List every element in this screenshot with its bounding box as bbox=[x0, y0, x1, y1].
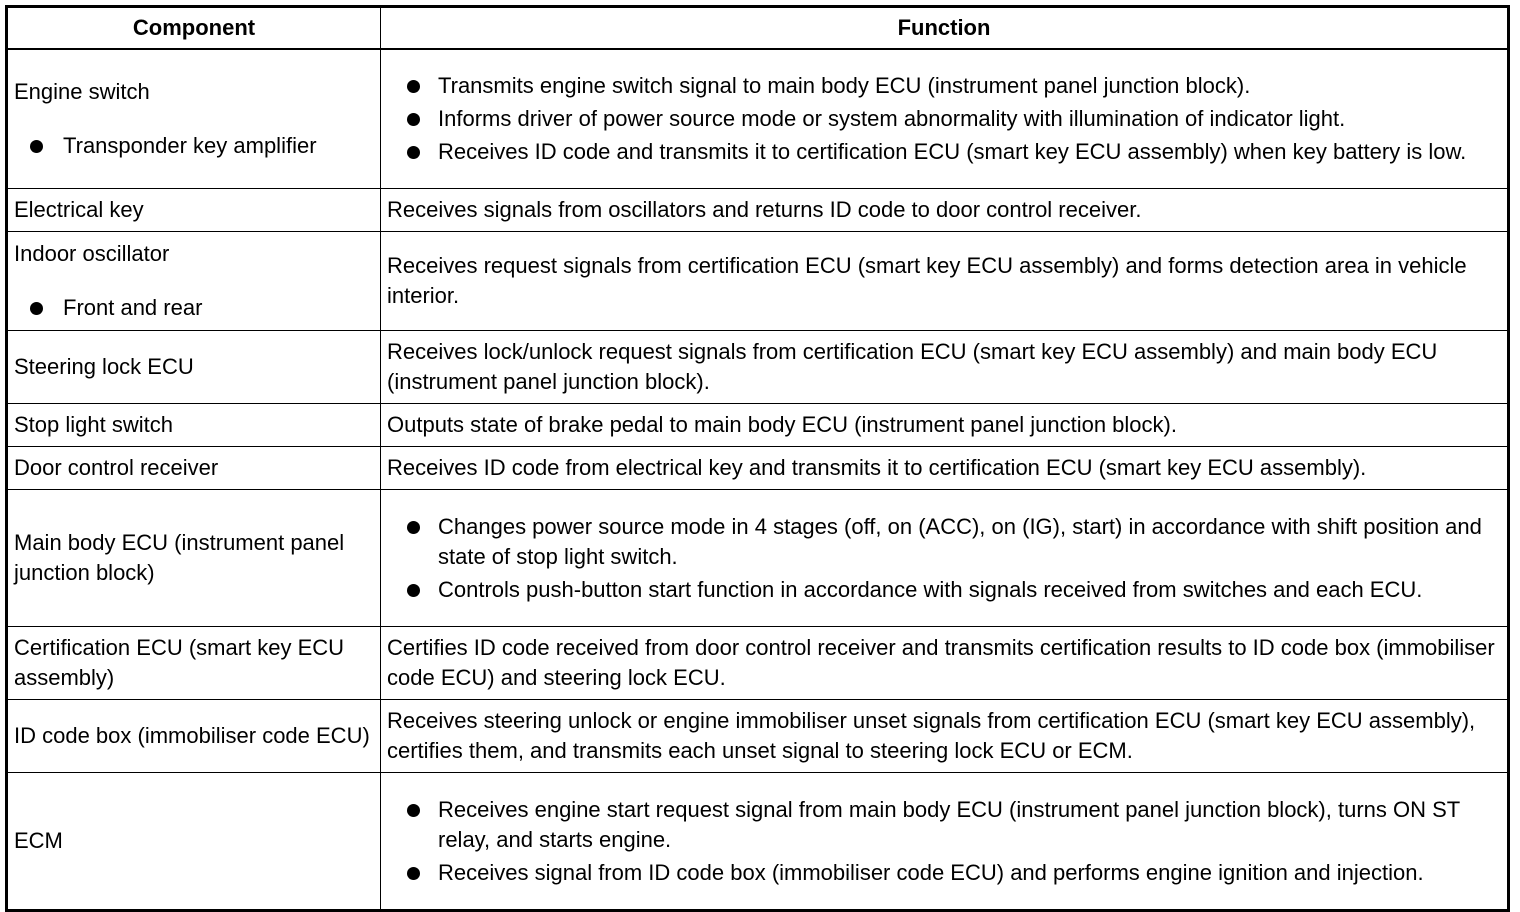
function-bullet-text: Transmits engine switch signal to main body ECU (instrument panel junction block). bbox=[438, 73, 1251, 98]
component-sub-label: Front and rear bbox=[63, 295, 203, 320]
component-cell bbox=[7, 49, 381, 189]
function-cell: Receives lock/unlock request signals from certification ECU (smart key ECU assembly) and main body ECU (instrument panel junction block). bbox=[381, 331, 1509, 404]
component-cell: Steering lock ECU bbox=[7, 331, 381, 404]
component-cell bbox=[7, 232, 381, 331]
table-row bbox=[7, 232, 1509, 331]
function-cell: Receives steering unlock or engine immobiliser unset signals from certification ECU (smart key ECU assembly), certifies them, and transmits each unset signal to steering lock ECU or ECM. bbox=[381, 700, 1509, 773]
function-cell: Receives request signals from certification ECU (smart key ECU assembly) and forms detection area in vehicle interior. bbox=[381, 232, 1509, 331]
function-cell: Outputs state of brake pedal to main body ECU (instrument panel junction block). bbox=[381, 404, 1509, 447]
list-item bbox=[407, 858, 1501, 888]
table-row bbox=[7, 189, 1509, 232]
function-cell bbox=[381, 490, 1509, 627]
list-item bbox=[407, 795, 1501, 855]
function-cell: Receives signals from oscillators and returns ID code to door control receiver. bbox=[381, 189, 1509, 232]
bullet-icon bbox=[407, 146, 420, 159]
table-row bbox=[7, 700, 1509, 773]
bullet-icon bbox=[407, 113, 420, 126]
function-bullet-text: Changes power source mode in 4 stages (off, on (ACC), on (IG), start) in accordance with shift position and state of stop light switch. bbox=[438, 513, 1482, 569]
function-cell: Certifies ID code received from door control receiver and transmits certification results to ID code box (immobiliser code ECU) and steering lock ECU. bbox=[381, 627, 1509, 700]
component-sub-item bbox=[14, 293, 374, 323]
component-cell: Main body ECU (instrument panel junction block) bbox=[7, 490, 381, 627]
table-row bbox=[7, 447, 1509, 490]
component-cell: Electrical key bbox=[7, 189, 381, 232]
table-header-row bbox=[7, 7, 1509, 50]
component-sub-label: Transponder key amplifier bbox=[63, 133, 317, 158]
bullet-icon bbox=[30, 140, 43, 153]
list-item bbox=[407, 512, 1501, 572]
function-bullet-list bbox=[387, 512, 1501, 605]
list-item bbox=[407, 575, 1501, 605]
component-cell: Door control receiver bbox=[7, 447, 381, 490]
function-bullet-text: Controls push-button start function in accordance with signals received from switches and each ECU. bbox=[438, 576, 1423, 602]
component-name: Engine switch bbox=[14, 79, 150, 104]
table-row bbox=[7, 331, 1509, 404]
table-row bbox=[7, 49, 1509, 189]
table-row bbox=[7, 490, 1509, 627]
bullet-icon bbox=[407, 80, 420, 93]
component-cell: Stop light switch bbox=[7, 404, 381, 447]
column-header-component: Component bbox=[7, 7, 381, 50]
component-function-table bbox=[5, 5, 1510, 912]
component-name: Indoor oscillator bbox=[14, 241, 170, 266]
function-cell bbox=[381, 773, 1509, 911]
function-bullet-text: Receives engine start request signal from main body ECU (instrument panel junction block), turns ON ST relay, and starts engine. bbox=[438, 796, 1460, 852]
bullet-icon bbox=[407, 584, 420, 597]
function-cell: Receives ID code from electrical key and transmits it to certification ECU (smart key ECU assembly). bbox=[381, 447, 1509, 490]
function-bullet-text: Receives signal from ID code box (immobiliser code ECU) and performs engine ignition and injection. bbox=[438, 859, 1424, 885]
list-item bbox=[407, 71, 1501, 101]
function-bullet-text: Receives ID code and transmits it to certification ECU (smart key ECU assembly) when key battery is low. bbox=[438, 139, 1467, 164]
bullet-icon bbox=[407, 804, 420, 817]
bullet-icon bbox=[30, 302, 43, 315]
bullet-icon bbox=[407, 867, 420, 880]
function-bullet-list bbox=[387, 795, 1501, 888]
component-sub-item bbox=[14, 131, 374, 161]
table-row bbox=[7, 773, 1509, 911]
table-row bbox=[7, 404, 1509, 447]
bullet-icon bbox=[407, 521, 420, 534]
table-row bbox=[7, 627, 1509, 700]
component-cell: ECM bbox=[7, 773, 381, 911]
function-bullet-text: Informs driver of power source mode or system abnormality with illumination of indicator light. bbox=[438, 106, 1346, 131]
component-cell: ID code box (immobiliser code ECU) bbox=[7, 700, 381, 773]
function-cell bbox=[381, 49, 1509, 189]
column-header-function: Function bbox=[381, 7, 1509, 50]
function-bullet-list bbox=[387, 71, 1501, 167]
component-cell: Certification ECU (smart key ECU assembly) bbox=[7, 627, 381, 700]
list-item bbox=[407, 104, 1501, 134]
list-item bbox=[407, 137, 1501, 167]
